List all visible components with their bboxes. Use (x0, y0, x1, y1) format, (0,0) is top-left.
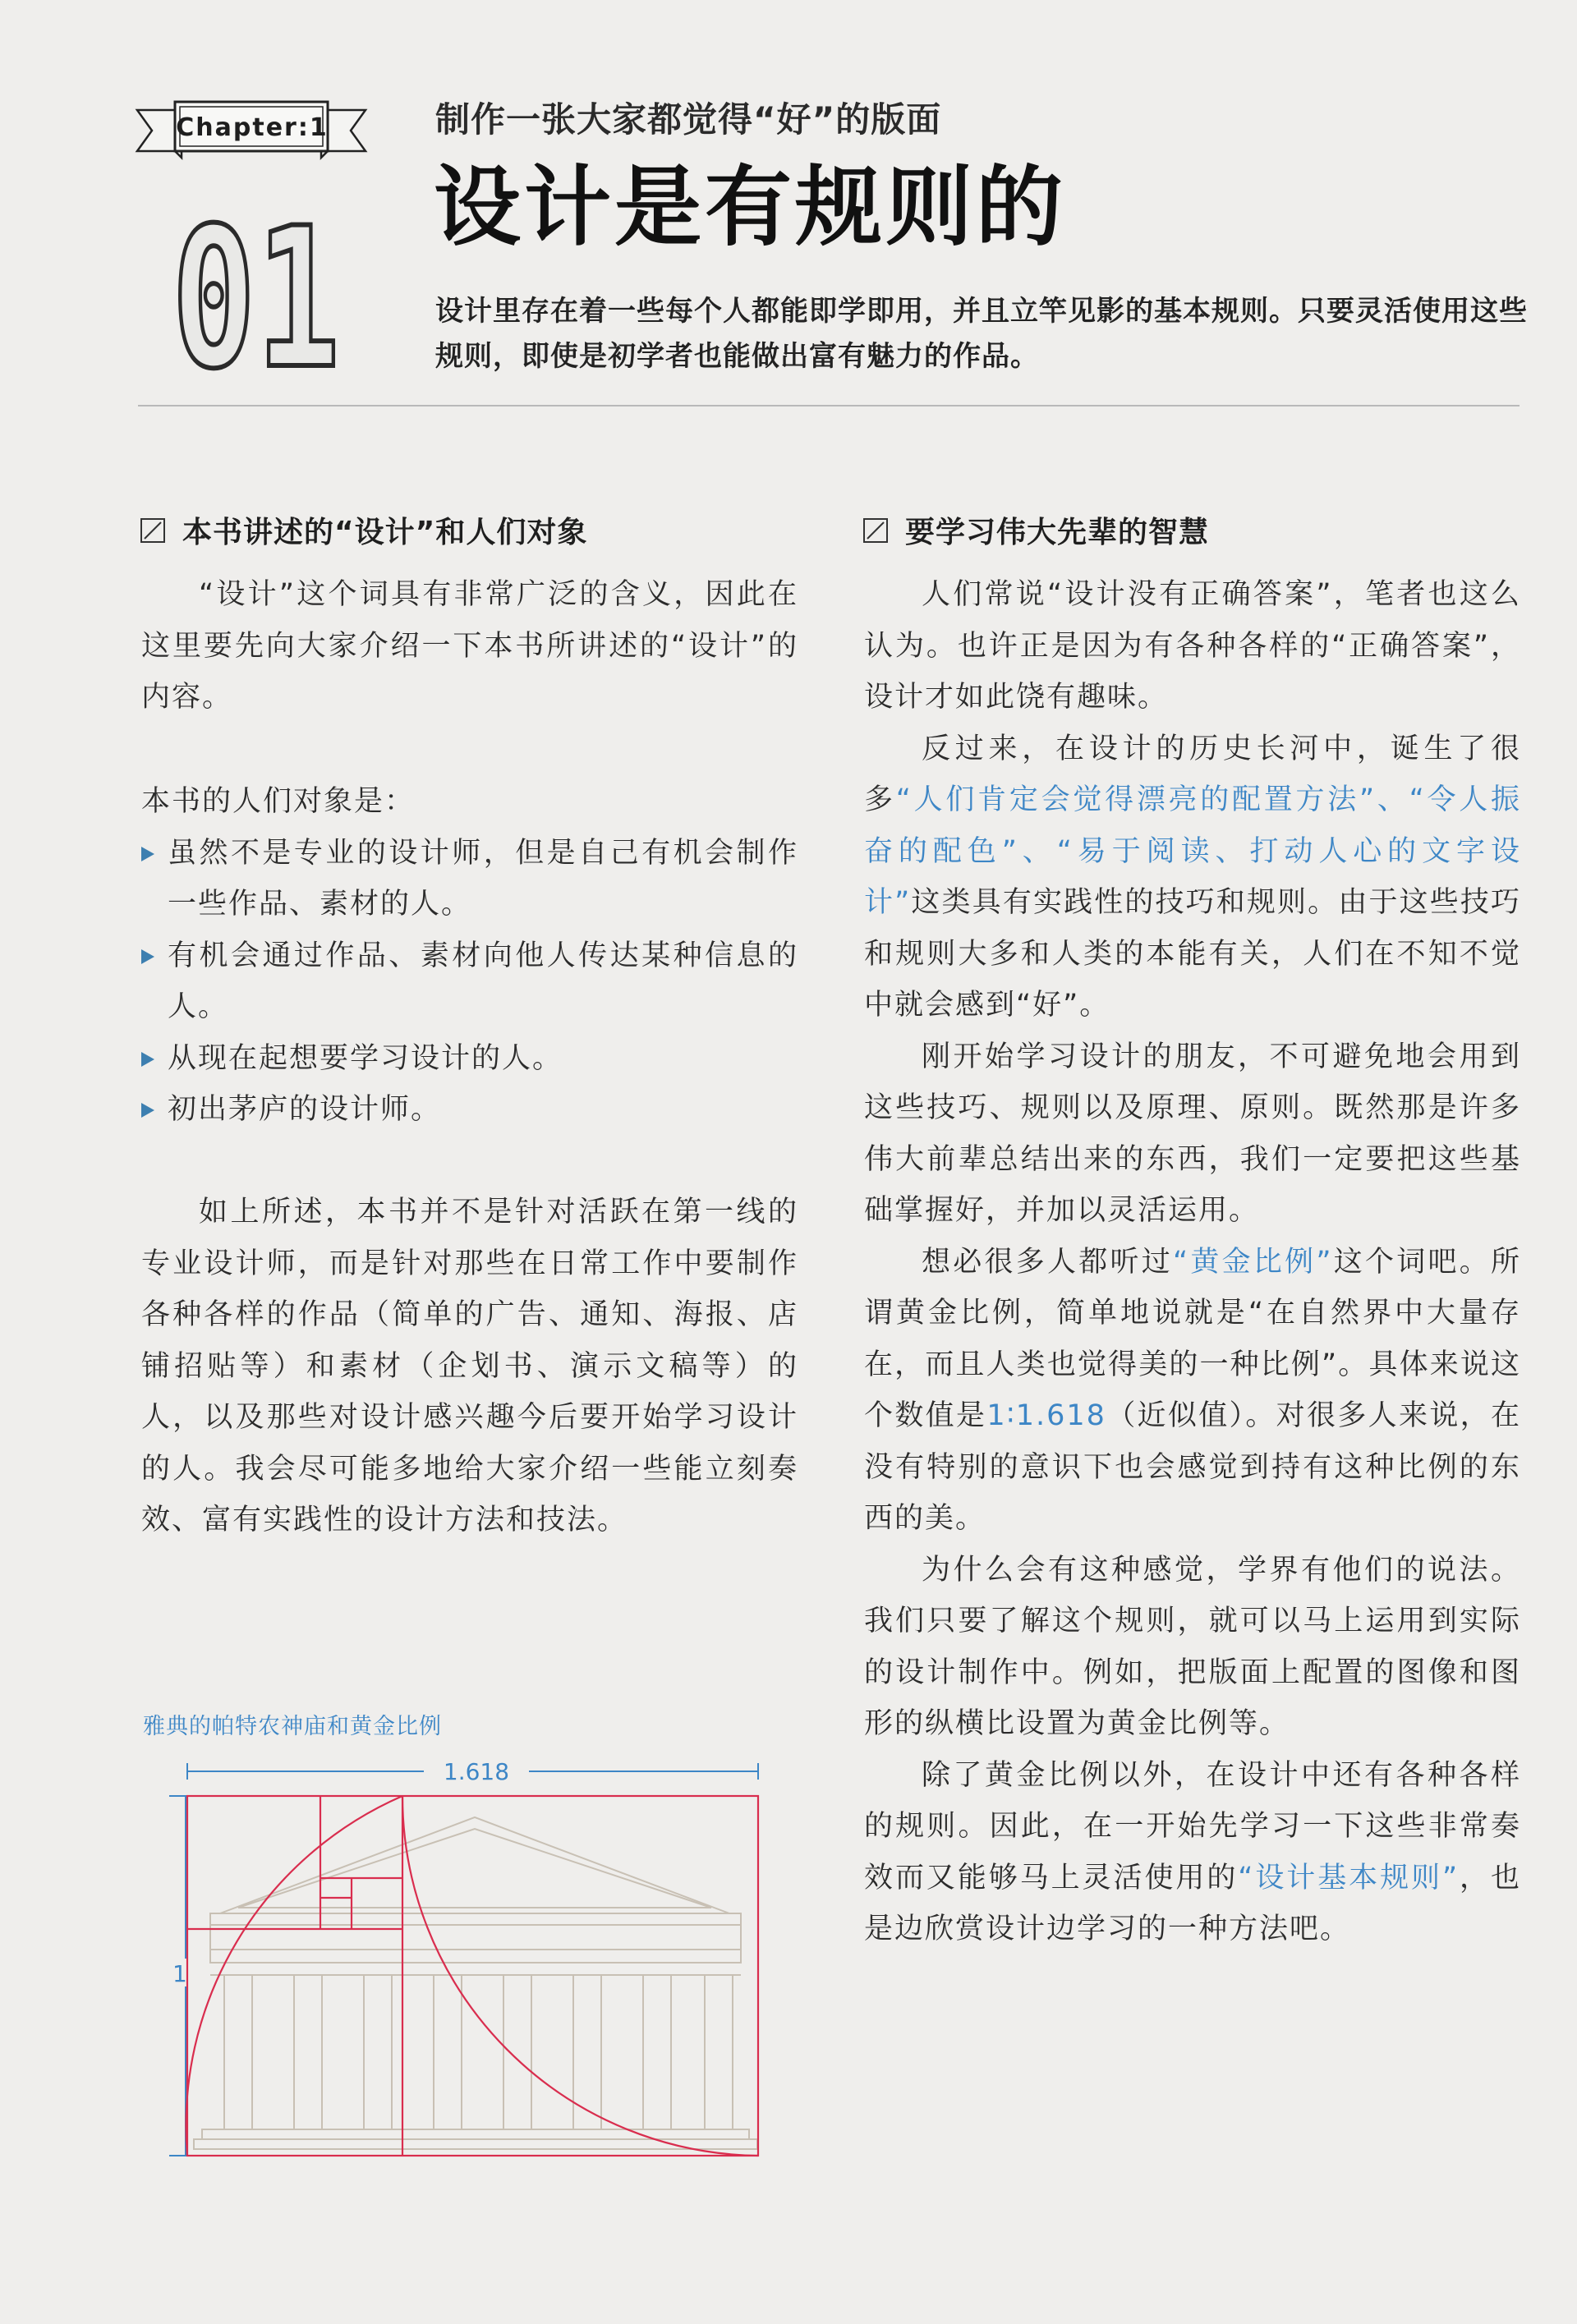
section-heading-text: 要学习伟大先辈的智慧 (905, 516, 1210, 549)
chapter-number-text: 01 (172, 187, 340, 411)
highlight-text: “黄金比例” (1172, 1245, 1333, 1279)
list-item (141, 1033, 798, 1085)
paragraph-text: 想必很多人都听过 (922, 1245, 1173, 1279)
paragraph: 刚开始学习设计的朋友，不可避免地会用到这些技巧、规则以及原理、原则。既然那是许多伟大前辈总结出来的东西，我们一定要把这些基础掌握好，并加以灵活运用。 (864, 1040, 1521, 1227)
paragraph-text: 反过来，在设计的历史长河中，诞生了很多 (864, 732, 1521, 816)
bullet-arrow-icon (141, 1084, 168, 1136)
parthenon-golden-ratio-diagram (163, 1753, 770, 2164)
bullet-arrow-icon (141, 1033, 168, 1085)
right-column-text (864, 569, 1521, 1955)
audience-list (141, 776, 798, 1136)
height-ratio-label: 1 (172, 1960, 187, 1987)
paragraph-text: （近似值）。对很多人来说，在没有特别的意识下也会感觉到持有这种比例的东西的美。 (864, 1399, 1521, 1535)
left-paragraph-2 (141, 1187, 798, 1546)
list-item-text: 从现在起想要学习设计的人。 (168, 1041, 563, 1075)
bullet-arrow-icon (141, 828, 168, 930)
left-paragraph-1 (141, 569, 798, 723)
section-heading-text: 本书讲述的“设计”和人们对象 (182, 516, 588, 549)
section-heading-audience (140, 509, 587, 551)
list-item (141, 1084, 798, 1136)
paragraph: 人们常说“设计没有正确答案”，笔者也这么认为。也许正是因为有各种各样的“正确答案”，设计才如此饶有趣味。 (864, 578, 1521, 714)
chapter-label: Chapter:1 (176, 113, 329, 142)
paragraph (864, 723, 1521, 1031)
section-heading-wisdom (862, 509, 1209, 551)
audience-intro: 本书的人们对象是： (141, 785, 416, 818)
list-item (141, 828, 798, 930)
highlight-text: “人们肯定会觉得漂亮的配置方法”、“令人振奋的配色”、“易于阅读、打动人心的文字设计” (864, 783, 1521, 919)
paragraph-text: 除了黄金比例以外，在设计中还有各种各样的规则。因此，在一开始先学习一下这些非常奏效而又能够马上灵活使用的 (864, 1758, 1521, 1895)
paragraph-text: 这类具有实践性的技巧和规则。由于这些技巧和规则大多和人类的本能有关，人们在不知不觉中就会感到“好”。 (864, 886, 1521, 1022)
checkbox-slash-icon (140, 517, 166, 544)
checkbox-slash-icon (862, 517, 889, 544)
list-item-text: 虽然不是专业的设计师，但是自己有机会制作一些作品、素材的人。 (168, 836, 798, 921)
list-item-text: 初出茅庐的设计师。 (168, 1093, 442, 1126)
paragraph: 为什么会有这种感觉，学界有他们的说法。我们只要了解这个规则，就可以马上运用到实际的设计制作中。例如，把版面上配置的图像和图形的纵横比设置为黄金比例等。 (864, 1553, 1521, 1740)
highlight-text: “设计基本规则” (1238, 1861, 1460, 1895)
highlight-text: 1∶1.618 (986, 1399, 1106, 1432)
list-item (141, 930, 798, 1033)
width-ratio-label: 1.618 (443, 1758, 510, 1785)
bullet-arrow-icon (141, 930, 168, 1033)
parthenon-drawing (194, 1817, 757, 2149)
paragraph (864, 1237, 1521, 1545)
figure-caption: 雅典的帕特农神庙和黄金比例 (143, 1714, 442, 1739)
chapter-number (168, 187, 345, 411)
paragraph-text: 这个词吧。所谓黄金比例，简单地说就是“在自然界中大量存在，而且人类也觉得美的一种比例”。具体来说这个数值是 (864, 1245, 1521, 1432)
page-title: 设计是有规则的 (434, 157, 1066, 258)
intro-text: 设计里存在着一些每个人都能即学即用，并且立竿见影的基本规则。只要灵活使用这些规则，即使是初学者也能做出富有魅力的作品。 (435, 295, 1528, 373)
paragraph: 如上所述，本书并不是针对活跃在第一线的专业设计师，而是针对那些在日常工作中要制作各种各样的作品（简单的广告、通知、海报、店铺招贴等）和素材（企划书、演示文稿等）的人，以及那些对设计感兴趣今后要开始学习设计的人。我会尽可能多地给大家介绍一些能立刻奏效、富有实践性的设计方法和技法。 (141, 1196, 798, 1536)
paragraph: “设计”这个词具有非常广泛的含义，因此在这里要先向大家介绍一下本书所讲述的“设计”的内容。 (141, 578, 798, 714)
header-divider (138, 405, 1520, 406)
list-item-text: 有机会通过作品、素材向他人传达某种信息的人。 (168, 939, 798, 1023)
paragraph (864, 1750, 1521, 1955)
chapter-ribbon (136, 97, 367, 164)
paragraph-text: ，也是边欣赏设计边学习的一种方法吧。 (864, 1861, 1521, 1945)
page-subtitle: 制作一张大家都觉得“好”的版面 (435, 99, 942, 140)
